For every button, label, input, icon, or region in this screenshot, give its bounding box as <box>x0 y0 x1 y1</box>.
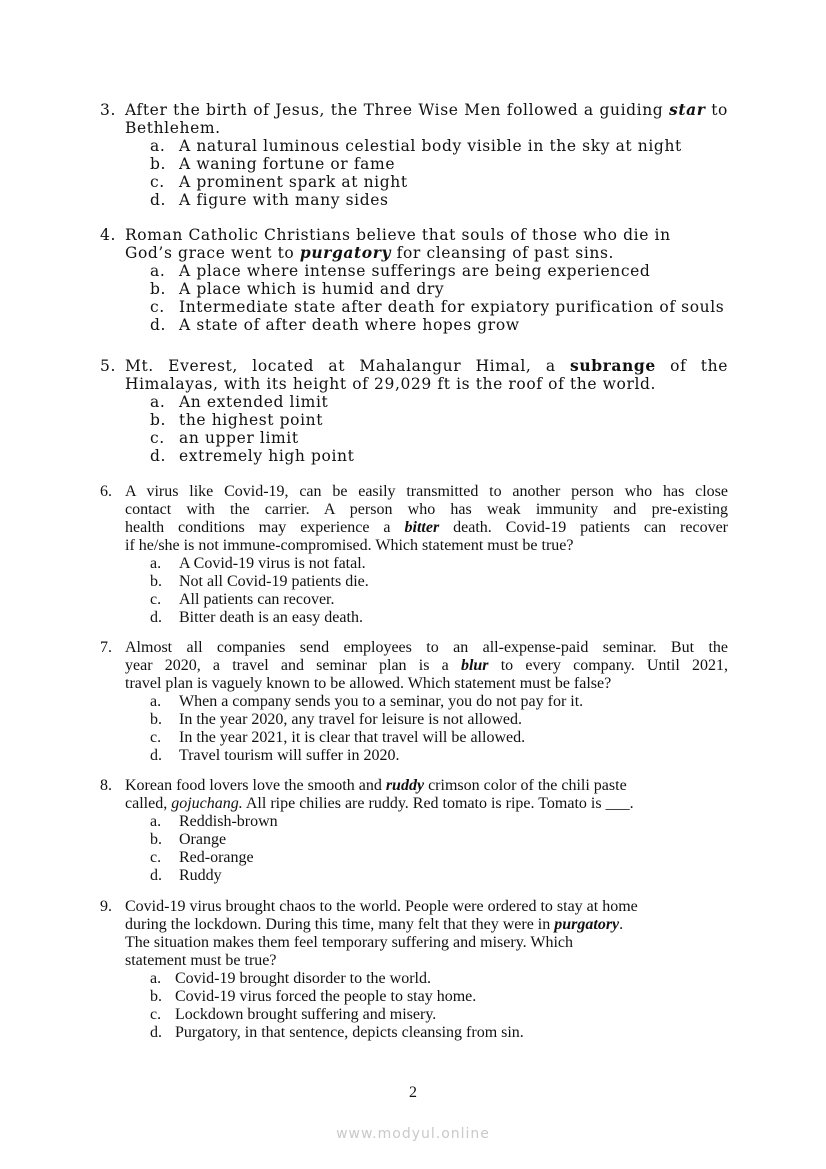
question-number: 7. <box>100 639 112 656</box>
options-list <box>100 393 728 465</box>
stem-text: The situation makes them feel temporary suffering and misery. Which <box>125 934 574 951</box>
option-a: a. When a company sends you to a seminar, you do not pay for it. <box>150 693 584 710</box>
option-b: b. Not all Covid-19 patients die. <box>150 573 369 590</box>
question-9 <box>100 898 728 1042</box>
watermark: www.modyul.online <box>336 1126 490 1142</box>
stem-text: After the birth of Jesus, the Three Wise Men followed a guiding <box>125 101 670 119</box>
option-c: c. In the year 2021, it is clear that travel will be allowed. <box>150 729 526 746</box>
keyword: purgatory <box>299 243 392 262</box>
stem-text: travel plan is vaguely known to be allowed. Which statement must be false? <box>125 675 612 692</box>
question-5 <box>100 357 728 465</box>
question-8 <box>100 777 728 885</box>
stem-text: Almost all companies send employees to an all-expense-paid seminar. But the <box>125 639 728 656</box>
options-list <box>100 693 728 765</box>
question-7 <box>100 639 728 765</box>
option-d: d. A figure with many sides <box>150 191 389 209</box>
stem-text: called, <box>125 795 172 812</box>
stem-text: statement must be true? <box>125 952 277 969</box>
question-3 <box>100 101 728 209</box>
option-a: a. Reddish-brown <box>150 813 278 830</box>
question-6 <box>100 483 728 627</box>
option-d: d. A state of after death where hopes grow <box>150 316 520 334</box>
stem-text: All ripe chilies are ruddy. Red tomato is ripe. Tomato is ___. <box>242 795 634 812</box>
keyword: star <box>669 100 706 119</box>
option-a: a. A Covid-19 virus is not fatal. <box>150 555 366 572</box>
option-b: b. Orange <box>150 831 227 848</box>
stem-text: year 2020, a travel and seminar plan is a <box>125 657 461 674</box>
stem-text: A virus like Covid-19, can be easily transmitted to another person who has close <box>125 483 728 500</box>
option-c: c. Lockdown brought suffering and misery. <box>150 1006 437 1023</box>
option-a: a. Covid-19 brought disorder to the world. <box>150 970 431 987</box>
question-stem <box>125 226 728 262</box>
option-a: a. An extended limit <box>150 393 329 411</box>
keyword: ruddy <box>385 777 425 794</box>
option-c: c. Intermediate state after death for expiatory purification of souls <box>150 298 725 316</box>
keyword: purgatory <box>554 916 620 933</box>
keyword: bitter <box>404 519 440 536</box>
question-stem <box>125 639 728 693</box>
question-stem <box>125 777 728 813</box>
options-list <box>100 813 728 885</box>
stem-text: Mt. Everest, located at Mahalangur Himal, a <box>125 357 571 375</box>
option-b: b. In the year 2020, any travel for leisure is not allowed. <box>150 711 522 728</box>
options-list <box>100 970 728 1042</box>
stem-text: contact with the carrier. A person who has weak immunity and pre-existing <box>125 501 728 518</box>
option-d: d. Bitter death is an easy death. <box>150 609 363 626</box>
option-b: b. Covid-19 virus forced the people to stay home. <box>150 988 477 1005</box>
stem-text: crimson color of the chili paste <box>424 777 627 794</box>
stem-text: God’s grace went to <box>125 244 300 262</box>
stem-text: of the <box>655 357 728 375</box>
question-4 <box>100 226 728 334</box>
stem-text: death. Covid-19 patients can recover <box>439 519 728 536</box>
stem-text: during the lockdown. During this time, many felt that they were in <box>125 916 555 933</box>
question-stem <box>125 357 728 393</box>
stem-text: Roman Catholic Christians believe that souls of those who die in <box>125 226 671 244</box>
stem-text: to <box>705 101 728 119</box>
option-d: d. Travel tourism will suffer in 2020. <box>150 747 400 764</box>
option-c: c. All patients can recover. <box>150 591 335 608</box>
question-number: 9. <box>100 898 112 915</box>
option-d: d. Ruddy <box>150 867 222 884</box>
option-a: a. A place where intense sufferings are being experienced <box>150 262 651 280</box>
question-number: 8. <box>100 777 112 794</box>
stem-text: for cleansing of past sins. <box>391 244 615 262</box>
option-c: c. an upper limit <box>150 429 299 447</box>
option-b: b. A place which is humid and dry <box>150 280 445 298</box>
italic-term: gojuchang. <box>171 795 243 812</box>
options-list <box>100 262 728 334</box>
keyword: blur <box>460 657 489 674</box>
question-number: 4. <box>100 226 116 244</box>
question-number: 3. <box>100 101 116 119</box>
keyword: subrange <box>570 356 656 375</box>
stem-text: Korean food lovers love the smooth and <box>125 777 386 794</box>
options-list <box>100 137 728 209</box>
option-c: c. A prominent spark at night <box>150 173 408 191</box>
question-stem <box>125 898 728 970</box>
stem-text: if he/she is not immune-compromised. Which statement must be true? <box>125 537 574 554</box>
page-number: 2 <box>409 1084 417 1101</box>
stem-text: Bethlehem. <box>125 119 221 137</box>
option-d: d. Purgatory, in that sentence, depicts cleansing from sin. <box>150 1024 524 1041</box>
option-b: b. the highest point <box>150 411 324 429</box>
options-list <box>100 555 728 627</box>
stem-text: . <box>619 916 624 933</box>
option-c: c. Red-orange <box>150 849 254 866</box>
stem-text: to every company. Until 2021, <box>488 657 728 674</box>
question-number: 5. <box>100 357 116 375</box>
question-stem <box>125 483 728 555</box>
question-stem <box>125 101 728 137</box>
question-number: 6. <box>100 483 112 500</box>
stem-text: Himalayas, with its height of 29,029 ft is the roof of the world. <box>125 375 657 393</box>
stem-text: Covid-19 virus brought chaos to the world. People were ordered to stay at home <box>125 898 638 915</box>
option-d: d. extremely high point <box>150 447 355 465</box>
option-a: a. A natural luminous celestial body visible in the sky at night <box>150 137 682 155</box>
option-b: b. A waning fortune or fame <box>150 155 396 173</box>
stem-text: health conditions may experience a <box>125 519 405 536</box>
